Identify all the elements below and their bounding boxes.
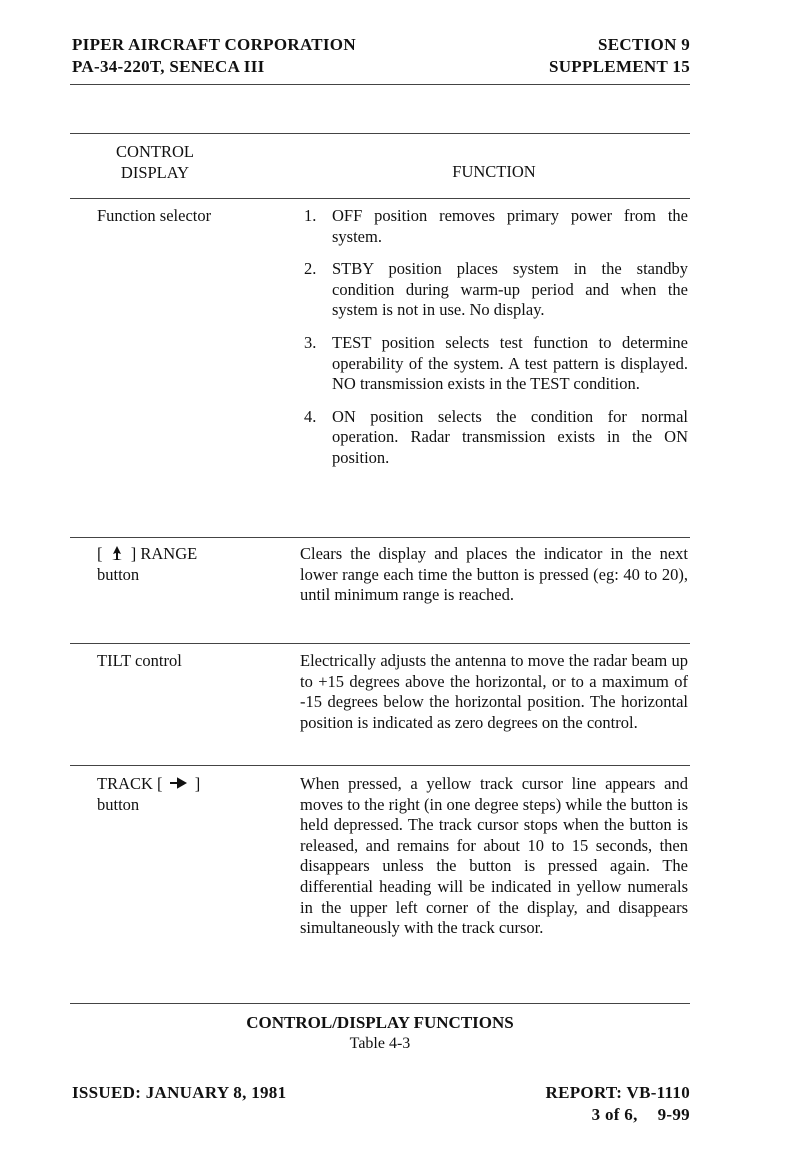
- issued-date: ISSUED: JANUARY 8, 1981: [72, 1083, 287, 1102]
- bracket: ]: [194, 774, 201, 793]
- item-text: TEST position selects test function to determine operability of the system. A test pattern is displayed. NO transmission exists in the TEST condition.: [332, 332, 688, 394]
- track-label: TRACK [: [97, 774, 163, 793]
- item-number: 3.: [304, 332, 317, 352]
- table-top-rule: [70, 133, 690, 134]
- header-bottom-rule: [70, 198, 690, 199]
- list-item: [304, 407, 688, 469]
- header-left: [72, 34, 356, 78]
- table-caption: [70, 1012, 690, 1054]
- row-control-range-button: [97, 544, 197, 585]
- col-header-line2: DISPLAY: [120, 162, 190, 182]
- track-function: When pressed, a yellow track cursor line appears and moves to the right (in one degree steps) while the button is held depressed. The track cursor stops when the button is released, and remains for about 10 to 15 seconds, then disappears unless the button is pressed again. The differential heading will be indicated in yellow numerals in the upper left corner of the display, and disappears simultaneously with the track cursor.: [300, 774, 688, 938]
- header-rule: [70, 84, 690, 85]
- row-rule: [70, 643, 690, 644]
- footer-right: [546, 1082, 690, 1126]
- row-control-function-selector: Function selector: [97, 206, 212, 225]
- supplement-label: SUPPLEMENT 15: [548, 57, 690, 76]
- function-selector-items: [304, 206, 688, 481]
- caption-title: CONTROL/DISPLAY FUNCTIONS: [246, 1013, 514, 1032]
- caption-table-number: Table 4-3: [349, 1035, 411, 1052]
- button-label: button: [97, 794, 140, 814]
- tilt-function: Electrically adjusts the antenna to move the radar beam up to +15 degrees above the horizontal, or to a maximum of -15 degrees below the horizontal position. The horizontal position is indicated as zero degrees on the control.: [300, 651, 688, 732]
- row-rule: [70, 765, 690, 766]
- company-name: PIPER AIRCRAFT CORPORATION: [72, 35, 356, 54]
- item-text: STBY position places system in the standby condition during warm-up period and when the system is not in use. No display.: [332, 259, 688, 320]
- row-control-tilt: TILT control: [97, 651, 182, 670]
- range-arrow-icon: [110, 545, 124, 561]
- report-number: REPORT: VB-1110: [545, 1083, 690, 1102]
- button-label: button: [97, 564, 140, 584]
- header-right: [549, 34, 690, 78]
- item-text: OFF position removes primary power from the system.: [332, 206, 688, 246]
- range-function: Clears the display and places the indicator in the next lower range each time the button is pressed (eg: 40 to 20), until minimum range is reached.: [300, 544, 688, 605]
- range-label: ] RANGE: [130, 544, 198, 563]
- col-header-line1: CONTROL: [116, 142, 194, 161]
- aircraft-model: PA-34-220T, SENECA III: [72, 57, 265, 76]
- page-number: 9-99: [657, 1105, 690, 1124]
- item-number: 2.: [304, 259, 317, 279]
- table-bottom-rule: [70, 1003, 690, 1004]
- list-item: [304, 333, 688, 395]
- col-header-function: FUNCTION: [452, 162, 536, 181]
- list-item: [304, 259, 688, 321]
- row-rule: [70, 537, 690, 538]
- col-header-control: [100, 142, 210, 183]
- bracket: [: [97, 544, 103, 563]
- row-control-track-button: [97, 774, 200, 815]
- item-number: 1.: [304, 206, 317, 225]
- item-text: ON position selects the condition for normal operation. Radar transmission exists in the ON position.: [332, 406, 688, 467]
- list-item: [304, 206, 688, 247]
- track-arrow-icon: [169, 777, 189, 789]
- item-number: 4.: [304, 406, 317, 426]
- page-of: 3 of 6,: [591, 1105, 638, 1124]
- section-label: SECTION 9: [598, 35, 690, 54]
